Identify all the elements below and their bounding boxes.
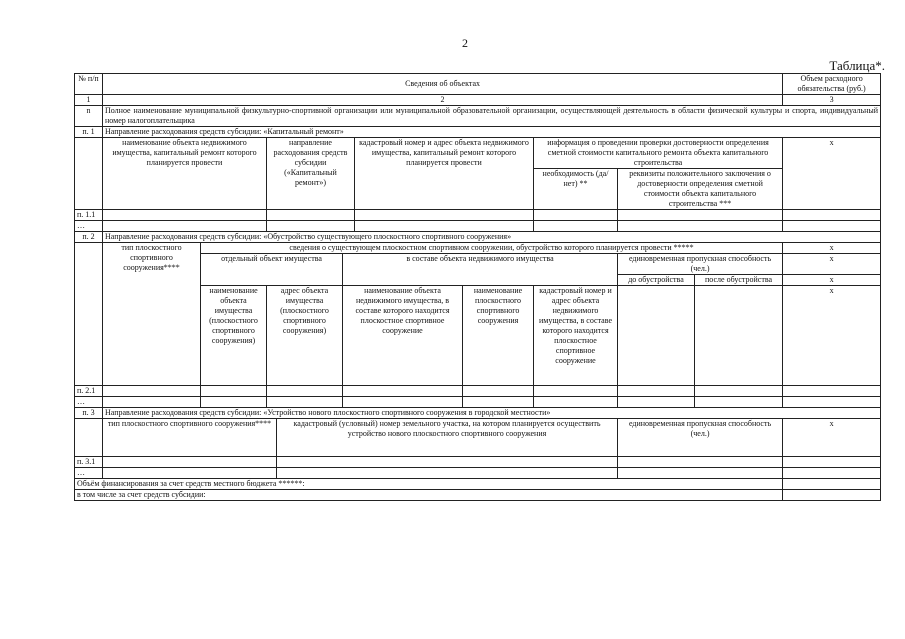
section3-title: Направление расходования средств субсидии: «Устройство нового плоскостного спортивного сооружения в городской местности» xyxy=(103,408,881,419)
section3-num: п. 3 xyxy=(75,408,103,419)
s1-dots: … xyxy=(75,221,103,232)
footer-subsidy-row xyxy=(75,490,881,501)
index-2: 2 xyxy=(103,95,783,106)
s2-before-header: до обустройства xyxy=(618,275,695,286)
s3-sub-num: п. 3.1 xyxy=(75,457,103,468)
s1-sub-num: п. 1.1 xyxy=(75,210,103,221)
s2-dots: … xyxy=(75,397,103,408)
s1-check-header: информация о проведении проверки достоверности определения сметной стоимости капитального ремонта объекта капитального строительства xyxy=(534,138,783,169)
footer-local-budget: Объём финансирования за счет средств местного бюджета ******: xyxy=(75,479,783,490)
table-row xyxy=(75,468,881,479)
section1-title-row xyxy=(75,127,881,138)
s2-x: х xyxy=(783,243,881,254)
section2-title-row xyxy=(75,232,881,243)
s1-object-header: наименование объекта недвижимого имущества, капитальный ремонт которого планируется провести xyxy=(103,138,267,210)
s2-x: х xyxy=(783,254,881,275)
s1-cadastral-header: кадастровый номер и адрес объекта недвижимого имущества, капитальный ремонт которого планируется провести xyxy=(355,138,534,210)
section2-header-row xyxy=(75,243,881,254)
section2-title: Направление расходования средств субсидии: «Обустройство существующего плоскостного спортивного сооружения» xyxy=(103,232,881,243)
s2-x: х xyxy=(783,275,881,286)
s2-sub-num: п. 2.1 xyxy=(75,386,103,397)
index-1: 1 xyxy=(75,95,103,106)
footer-local-budget-row xyxy=(75,479,881,490)
s1-details-header: реквизиты положительного заключения о достоверности определения сметной стоимости объекта капитального строительства *** xyxy=(618,169,783,210)
section1-num: п. 1 xyxy=(75,127,103,138)
table-caption: Таблица*. xyxy=(829,58,885,73)
s2-name-flat-header: наименование плоскостного спортивного сооружения xyxy=(463,286,534,386)
section3-title-row xyxy=(75,408,881,419)
s2-addr-obj-header: адрес объекта имущества (плоскостного спортивного сооружения) xyxy=(267,286,343,386)
footer-subsidy: в том числе за счет средств субсидии: xyxy=(75,490,783,501)
s1-x: х xyxy=(783,138,881,210)
objects-table xyxy=(74,73,881,501)
s3-type-header: тип плоскостного спортивного сооружения**** xyxy=(103,419,277,457)
section3-header-row xyxy=(75,419,881,457)
organization-row xyxy=(75,106,881,127)
table-row xyxy=(75,397,881,408)
section2-num: п. 2 xyxy=(75,232,103,243)
header-num: № п/п xyxy=(75,74,103,95)
header-info: Сведения об объектах xyxy=(103,74,783,95)
header-amount: Объем расходного обязательства (руб.) xyxy=(783,74,881,95)
index-3: 3 xyxy=(783,95,881,106)
table-row xyxy=(75,210,881,221)
table-row xyxy=(75,386,881,397)
header-row xyxy=(75,74,881,95)
table-row xyxy=(75,457,881,468)
s2-name-real-header: наименование объекта недвижимого имущества, в составе которого находится плоскостное спортивное сооружение xyxy=(343,286,463,386)
s2-cad-addr-header: кадастровый номер и адрес объекта недвижимого имущества, в составе которого находится плоскостное спортивное сооружение xyxy=(534,286,618,386)
s3-capacity-header: единовременная пропускная способность (чел.) xyxy=(618,419,783,457)
org-num: n xyxy=(75,106,103,127)
s3-x: х xyxy=(783,419,881,457)
table-row xyxy=(75,221,881,232)
s3-cadastral-header: кадастровый (условный) номер земельного участка, на котором планируется осуществить устройство нового плоскостного спортивного сооружения xyxy=(277,419,618,457)
s2-type-header: тип плоскостного спортивного сооружения**** xyxy=(103,243,201,386)
section1-header-row xyxy=(75,138,881,169)
page-number: 2 xyxy=(462,36,468,50)
s2-separate-header: отдельный объект имущества xyxy=(201,254,343,286)
s2-within-header: в составе объекта недвижимого имущества xyxy=(343,254,618,286)
s1-direction-header: направление расходования средств субсидии («Капитальный ремонт») xyxy=(267,138,355,210)
s2-capacity-header: единовременная пропускная способность (чел.) xyxy=(618,254,783,275)
s2-info-header: сведения о существующем плоскостном спортивном сооружении, обустройство которого планируется провести ***** xyxy=(201,243,783,254)
s2-name-obj-header: наименование объекта имущества (плоскостного спортивного сооружения) xyxy=(201,286,267,386)
section1-title: Направление расходования средств субсидии: «Капитальный ремонт» xyxy=(103,127,881,138)
s2-x: х xyxy=(783,286,881,386)
org-name: Полное наименование муниципальной физкультурно-спортивной организации или муниципальной образовательной организации, осуществляющей деятельность в области физической культуры и спорта, индивидуальный номер налогоплательщика xyxy=(103,106,881,127)
index-row xyxy=(75,95,881,106)
s2-after-header: после обустройства xyxy=(695,275,783,286)
s1-need-header: необходимость (да/нет) ** xyxy=(534,169,618,210)
s3-dots: … xyxy=(75,468,103,479)
